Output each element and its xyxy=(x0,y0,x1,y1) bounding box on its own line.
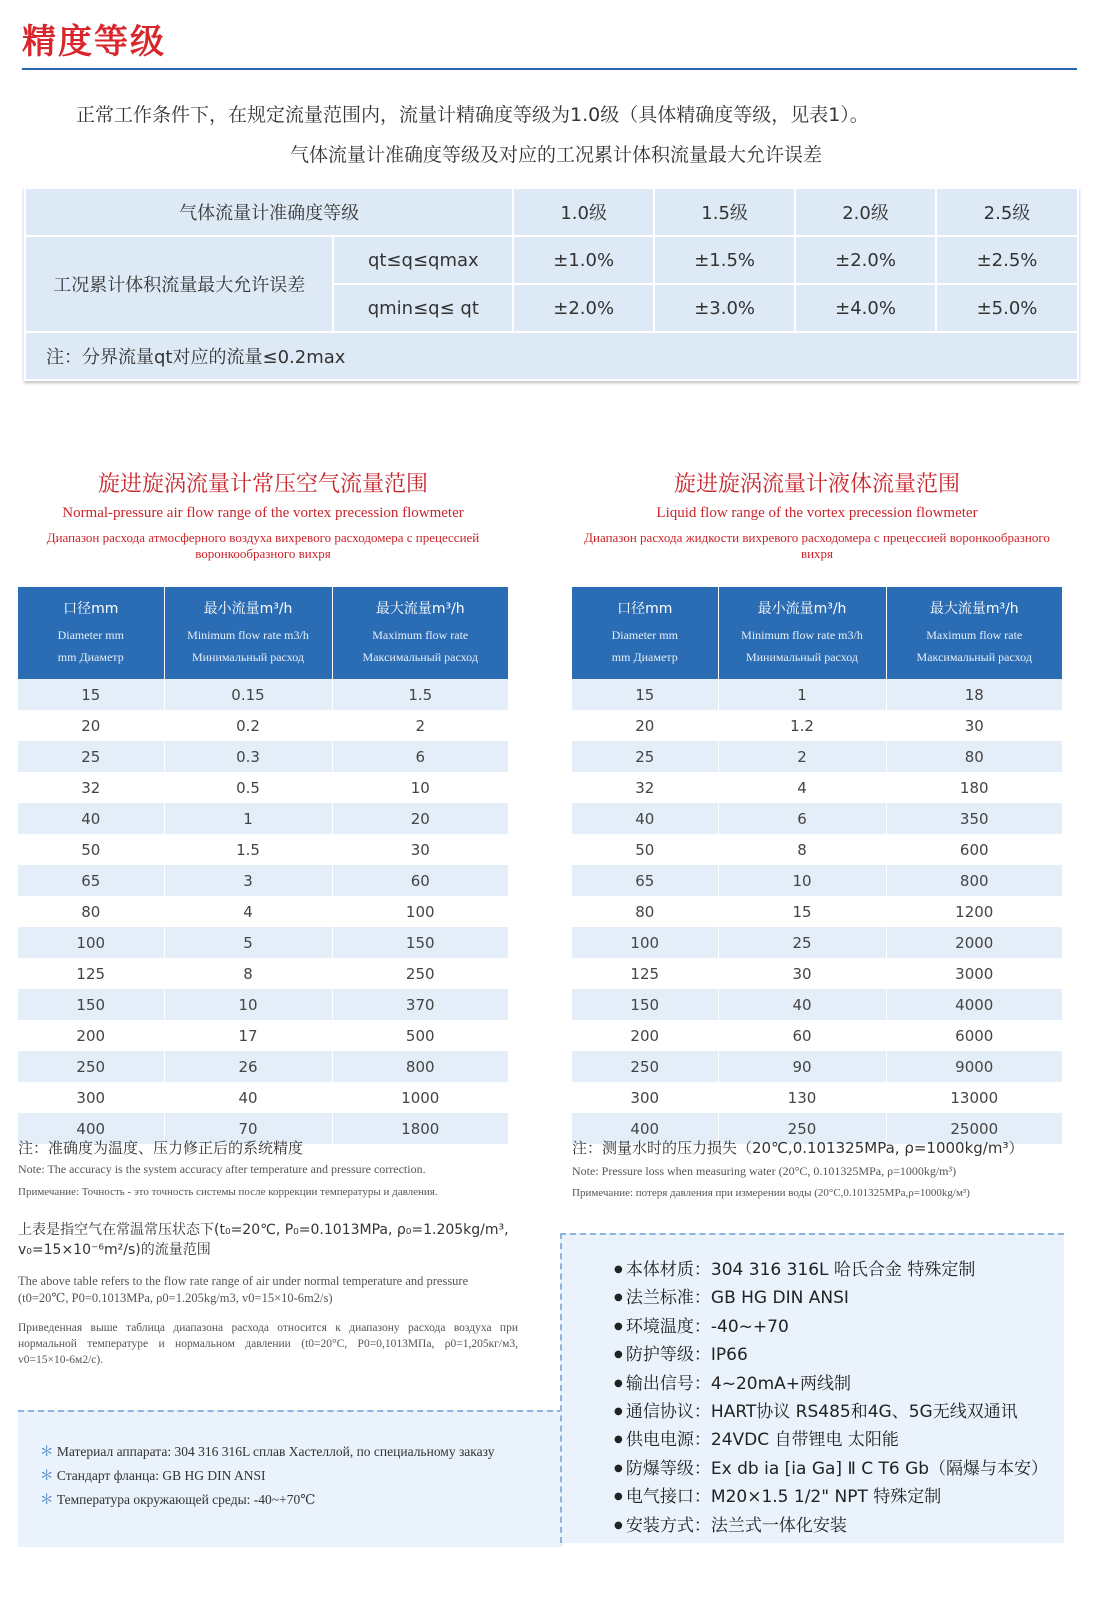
russian-features-list xyxy=(40,1440,550,1512)
table-cell: 800 xyxy=(332,1051,508,1082)
table-row xyxy=(18,927,508,958)
table-cell: 1.5 xyxy=(332,679,508,710)
table-row xyxy=(572,958,1062,989)
grade-cell: 1.5级 xyxy=(654,188,795,236)
grade-cell: 1.0级 xyxy=(513,188,654,236)
table-header-row xyxy=(572,587,1062,679)
table-cell: 350 xyxy=(886,803,1062,834)
table-cell: 17 xyxy=(164,1020,332,1051)
table-cell: 80 xyxy=(572,896,718,927)
table-row xyxy=(572,803,1062,834)
table-row xyxy=(18,679,508,710)
table-cell: 80 xyxy=(886,741,1062,772)
feature-item: ● 防爆等级：Ex db ia [ia Ga] Ⅱ C T6 Gb（隔爆与本安） xyxy=(614,1455,1048,1483)
column-header-zh: 最小流量m³/h xyxy=(757,601,847,617)
air-description-zh: 上表是指空气在常温常压状态下(t₀=20℃, P₀=0.1013MPa, ρ₀=1.205kg/m³, v₀=15×10⁻⁶m²/s)的流量范围 xyxy=(18,1222,509,1258)
table-row xyxy=(18,896,508,927)
table-cell: 0.3 xyxy=(164,741,332,772)
feature-item: ● 防护等级：IP66 xyxy=(614,1341,1048,1369)
table-cell: 50 xyxy=(572,834,718,865)
table-body xyxy=(572,679,1062,1144)
table-cell: 65 xyxy=(18,865,164,896)
table-cell: 250 xyxy=(572,1051,718,1082)
table-cell: 30 xyxy=(718,958,886,989)
table-row xyxy=(572,834,1062,865)
column-header-en: Maximum flow rate xyxy=(372,628,469,642)
column-header-ru: Минимальный расход xyxy=(191,650,305,664)
table-row xyxy=(18,1051,508,1082)
feature-item: ● 通信协议：HART协议 RS485和4G、5G无线双通讯 xyxy=(614,1398,1048,1426)
table-cell: 300 xyxy=(572,1082,718,1113)
liquid-range-title-en: Liquid flow range of the vortex precession flowmeter xyxy=(656,505,978,521)
accuracy-grade-row xyxy=(25,188,1078,236)
accuracy-table-caption: 气体流量计准确度等级及对应的工况累计体积流量最大允许误差 xyxy=(289,144,822,166)
table-cell: 8 xyxy=(718,834,886,865)
table-cell: 1 xyxy=(164,803,332,834)
table-cell: 40 xyxy=(572,803,718,834)
table-row xyxy=(572,865,1062,896)
feature-item: ● 环境温度：-40~+70 xyxy=(614,1313,1048,1341)
table-cell: 40 xyxy=(164,1082,332,1113)
table-cell: 20 xyxy=(18,710,164,741)
table-row xyxy=(18,741,508,772)
table-cell: 3000 xyxy=(886,958,1062,989)
table-cell: 30 xyxy=(886,710,1062,741)
table-cell: 150 xyxy=(18,989,164,1020)
table-cell: 13000 xyxy=(886,1082,1062,1113)
table-cell: 250 xyxy=(18,1051,164,1082)
error-cell: ±4.0% xyxy=(795,284,936,332)
table-cell: 100 xyxy=(572,927,718,958)
table-cell: 15 xyxy=(572,679,718,710)
table-cell: 300 xyxy=(18,1082,164,1113)
title-divider xyxy=(22,68,1077,70)
column-header-ru: Максимальный расход xyxy=(916,650,1032,664)
air-range-title-ru: Диапазон расхода атмосферного воздуха вихревого расходомера с прецессией воронкообразного вихря xyxy=(46,530,480,561)
air-note-en: Note: The accuracy is the system accuracy after temperature and pressure correction. xyxy=(18,1162,426,1176)
error-cell: ±5.0% xyxy=(936,284,1078,332)
table-cell: 3 xyxy=(164,865,332,896)
grade-cell: 2.5级 xyxy=(936,188,1078,236)
error-label: 工况累计体积流量最大允许误差 xyxy=(25,236,333,332)
column-header-en: Minimum flow rate m3/h xyxy=(187,628,309,642)
column-header xyxy=(164,587,332,679)
table-row xyxy=(572,710,1062,741)
table-row xyxy=(572,1082,1062,1113)
table-cell: 250 xyxy=(718,1113,886,1144)
error-cell: ±2.5% xyxy=(936,236,1078,284)
column-header-en: Minimum flow rate m3/h xyxy=(741,628,863,642)
column-header xyxy=(886,587,1062,679)
table-cell: 0.2 xyxy=(164,710,332,741)
grade-label: 气体流量计准确度等级 xyxy=(25,188,513,236)
feature-item: ● 供电电源：24VDC 自带锂电 太阳能 xyxy=(614,1426,1048,1454)
table-row xyxy=(18,803,508,834)
table-cell: 25 xyxy=(718,927,886,958)
table-cell: 1800 xyxy=(332,1113,508,1144)
table-cell: 80 xyxy=(18,896,164,927)
column-header-zh: 口径mm xyxy=(63,601,119,617)
column-header xyxy=(332,587,508,679)
table-cell: 500 xyxy=(332,1020,508,1051)
liquid-range-table xyxy=(572,587,1062,1144)
table-row xyxy=(572,896,1062,927)
table-row xyxy=(18,958,508,989)
table-row xyxy=(18,989,508,1020)
table-row xyxy=(18,710,508,741)
table-cell: 200 xyxy=(572,1020,718,1051)
column-header-zh: 最大流量m³/h xyxy=(375,601,465,617)
air-note-ru: Примечание: Точность - это точность системы после коррекции температуры и давления. xyxy=(18,1186,438,1198)
error-cell: ±3.0% xyxy=(654,284,795,332)
table-cell: 6 xyxy=(332,741,508,772)
table-cell: 26 xyxy=(164,1051,332,1082)
table-cell: 32 xyxy=(572,772,718,803)
table-cell: 20 xyxy=(572,710,718,741)
ru-feature-item: ＊ Температура окружающей среды: -40~+70℃ xyxy=(40,1488,550,1512)
table-cell: 15 xyxy=(718,896,886,927)
table-cell: 600 xyxy=(886,834,1062,865)
table-cell: 18 xyxy=(886,679,1062,710)
error-cell: ±2.0% xyxy=(795,236,936,284)
table-cell: 150 xyxy=(332,927,508,958)
table-row xyxy=(572,1020,1062,1051)
table-cell: 50 xyxy=(18,834,164,865)
table-cell: 60 xyxy=(718,1020,886,1051)
table-row xyxy=(18,772,508,803)
air-description-en: The above table refers to the flow rate range of air under normal temperature and pressure (t0=20℃, P0=0.1013MPa, ρ0=1.205kg/m3, v0=15×10-6m2/s) xyxy=(18,1274,469,1305)
error-cell: ±1.5% xyxy=(654,236,795,284)
table-cell: 130 xyxy=(718,1082,886,1113)
air-range-title-en: Normal-pressure air flow range of the vortex precession flowmeter xyxy=(62,505,464,521)
grade-cell: 2.0级 xyxy=(795,188,936,236)
table-cell: 1000 xyxy=(332,1082,508,1113)
table-cell: 4 xyxy=(718,772,886,803)
table-row xyxy=(572,927,1062,958)
table-cell: 180 xyxy=(886,772,1062,803)
table-cell: 10 xyxy=(164,989,332,1020)
column-header-ru: Максимальный расход xyxy=(362,650,478,664)
table-row xyxy=(18,865,508,896)
table-cell: 370 xyxy=(332,989,508,1020)
ru-feature-item: ＊ Стандарт фланца: GB HG DIN ANSI xyxy=(40,1464,550,1488)
table-cell: 30 xyxy=(332,834,508,865)
table-cell: 125 xyxy=(572,958,718,989)
column-header-zh: 口径mm xyxy=(617,601,673,617)
table-row xyxy=(18,834,508,865)
liquid-note-ru: Примечание: потеря давления при измерении воды (20°C,0.101325MPa,ρ=1000kg/м³) xyxy=(572,1187,970,1199)
table-cell: 2000 xyxy=(886,927,1062,958)
column-header-ru: Минимальный расход xyxy=(745,650,859,664)
liquid-note-zh: 注：测量水时的压力损失（20℃,0.101325MPa, ρ=1000kg/m³） xyxy=(572,1139,1024,1157)
error-row xyxy=(25,236,1078,284)
table-row xyxy=(572,772,1062,803)
air-description-ru: Приведенная выше таблица диапазона расхода относится к диапазону расхода воздуха при нормальной температуре и нормальном давлении (t0=20°C, P0=0,1013МПа, ρ0=1,205кг/м3, v0=15×10-6м2/с). xyxy=(18,1322,518,1366)
page-title: 精度等级 xyxy=(22,22,166,62)
features-list xyxy=(614,1256,1048,1540)
note-row xyxy=(25,332,1078,380)
table-cell: 5 xyxy=(164,927,332,958)
column-header-ru: mm Диаметр xyxy=(611,650,678,664)
table-cell: 100 xyxy=(18,927,164,958)
table-cell: 25 xyxy=(572,741,718,772)
table-cell: 4000 xyxy=(886,989,1062,1020)
ru-feature-item: ＊ Материал аппарата: 304 316 316L сплав Хастеллой, по специальному заказу xyxy=(40,1440,550,1464)
table-cell: 100 xyxy=(332,896,508,927)
air-note-zh: 注：准确度为温度、压力修正后的系统精度 xyxy=(18,1139,304,1157)
column-header-zh: 最大流量m³/h xyxy=(929,601,1019,617)
table-row xyxy=(572,741,1062,772)
liquid-range-title-ru: Диапазон расхода жидкости вихревого расходомера с прецессией воронкообразного вихря xyxy=(584,530,1050,561)
table-cell: 1 xyxy=(718,679,886,710)
table-cell: 0.15 xyxy=(164,679,332,710)
column-header-ru: mm Диаметр xyxy=(57,650,124,664)
feature-item: ● 输出信号：4~20mA+两线制 xyxy=(614,1370,1048,1398)
table-cell: 40 xyxy=(18,803,164,834)
table-cell: 20 xyxy=(332,803,508,834)
condition-cell: qt≤q≤qmax xyxy=(333,236,513,284)
column-header-en: Diameter mm xyxy=(57,628,124,642)
liquid-range-title: 旋进旋涡流量计液体流量范围 xyxy=(673,472,960,497)
table-row xyxy=(18,1020,508,1051)
table-cell: 6000 xyxy=(886,1020,1062,1051)
table-cell: 400 xyxy=(572,1113,718,1144)
table-cell: 8 xyxy=(164,958,332,989)
error-cell: ±2.0% xyxy=(513,284,654,332)
table-row xyxy=(572,1051,1062,1082)
table-cell: 90 xyxy=(718,1051,886,1082)
table-row xyxy=(18,1082,508,1113)
column-header xyxy=(18,587,164,679)
table-cell: 4 xyxy=(164,896,332,927)
table-cell: 65 xyxy=(572,865,718,896)
error-cell: ±1.0% xyxy=(513,236,654,284)
table-cell: 200 xyxy=(18,1020,164,1051)
table-body xyxy=(18,679,508,1144)
table-cell: 150 xyxy=(572,989,718,1020)
table-header-row xyxy=(18,587,508,679)
liquid-note-en: Note: Pressure loss when measuring water (20°C, 0.101325MPa, ρ=1000kg/m³) xyxy=(572,1164,957,1178)
column-header xyxy=(718,587,886,679)
table-cell: 15 xyxy=(18,679,164,710)
table-cell: 800 xyxy=(886,865,1062,896)
table-cell: 0.5 xyxy=(164,772,332,803)
table-cell: 9000 xyxy=(886,1051,1062,1082)
column-header-en: Maximum flow rate xyxy=(926,628,1023,642)
table-cell: 10 xyxy=(332,772,508,803)
table-cell: 250 xyxy=(332,958,508,989)
air-range-title: 旋进旋涡流量计常压空气流量范围 xyxy=(97,472,428,497)
air-range-table xyxy=(18,587,508,1144)
table-cell: 2 xyxy=(718,741,886,772)
table-cell: 400 xyxy=(18,1113,164,1144)
accuracy-note: 注：分界流量qt对应的流量≤0.2max xyxy=(25,332,1078,380)
table-cell: 40 xyxy=(718,989,886,1020)
table-cell: 70 xyxy=(164,1113,332,1144)
table-row xyxy=(572,679,1062,710)
feature-item: ● 电气接口：M20×1.5 1/2" NPT 特殊定制 xyxy=(614,1483,1048,1511)
table-cell: 10 xyxy=(718,865,886,896)
table-cell: 2 xyxy=(332,710,508,741)
table-cell: 1.5 xyxy=(164,834,332,865)
column-header-zh: 最小流量m³/h xyxy=(203,601,293,617)
table-cell: 25 xyxy=(18,741,164,772)
column-header xyxy=(572,587,718,679)
table-cell: 6 xyxy=(718,803,886,834)
intro-text: 正常工作条件下，在规定流量范围内，流量计精确度等级为1.0级（具体精确度等级，见表1）。 xyxy=(76,104,869,126)
accuracy-table xyxy=(24,187,1079,381)
table-cell: 32 xyxy=(18,772,164,803)
feature-item: ● 安装方式：法兰式一体化安装 xyxy=(614,1512,1048,1540)
condition-cell: qmin≤q≤ qt xyxy=(333,284,513,332)
table-cell: 60 xyxy=(332,865,508,896)
table-cell: 1.2 xyxy=(718,710,886,741)
table-row xyxy=(572,989,1062,1020)
table-cell: 125 xyxy=(18,958,164,989)
table-cell: 1200 xyxy=(886,896,1062,927)
table-cell: 25000 xyxy=(886,1113,1062,1144)
feature-item: ● 法兰标准：GB HG DIN ANSI xyxy=(614,1284,1048,1312)
column-header-en: Diameter mm xyxy=(611,628,678,642)
feature-item: ● 本体材质：304 316 316L 哈氏合金 特殊定制 xyxy=(614,1256,1048,1284)
